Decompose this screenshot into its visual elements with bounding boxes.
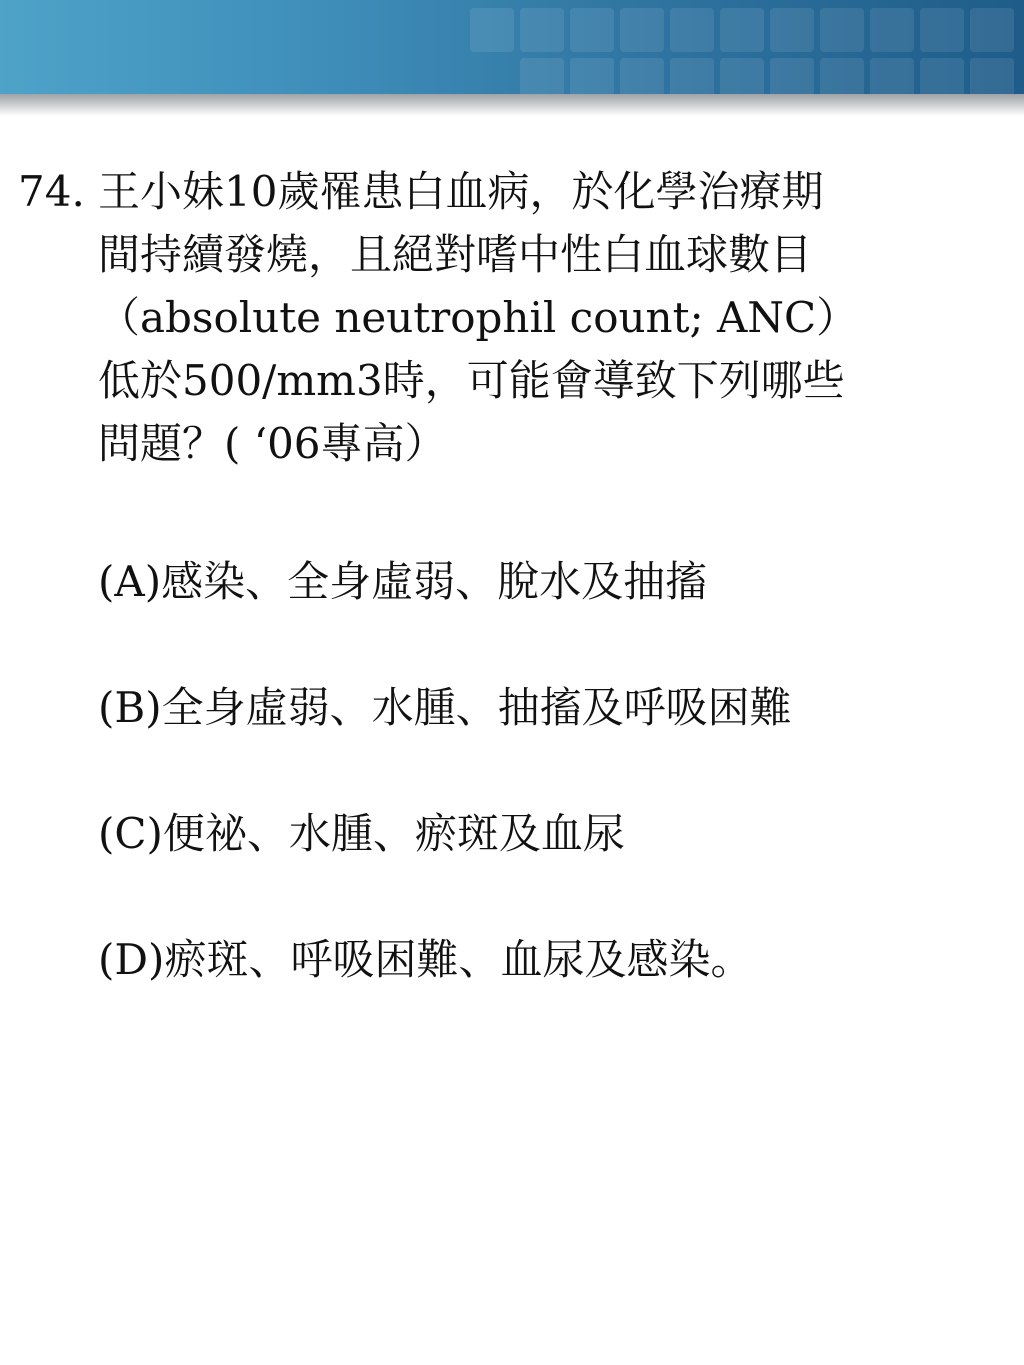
- question-line: 問題？( ‘06專高）: [98, 419, 447, 468]
- header-tile-decoration: [820, 8, 864, 52]
- header-tile-decoration: [970, 8, 1014, 52]
- header-tile-decoration: [470, 8, 514, 52]
- header-tile-decoration: [570, 8, 614, 52]
- header-tile-decoration: [720, 8, 764, 52]
- question-line: 王小妹10歲罹患白血病，於化學治療期: [98, 167, 824, 216]
- header-tile-decoration: [620, 58, 664, 94]
- option-a: (A)感染、全身虛弱、脫水及抽搐: [98, 557, 708, 606]
- header-tile-decoration: [570, 58, 614, 94]
- header-tile-decoration: [620, 8, 664, 52]
- header-tile-decoration: [870, 58, 914, 94]
- header-tile-decoration: [670, 8, 714, 52]
- header-shadow: [0, 94, 1024, 116]
- question-line: 間持續發燒，且絕對嗜中性白血球數目: [98, 230, 813, 279]
- header-tile-decoration: [920, 8, 964, 52]
- header-tile-decoration: [970, 58, 1014, 94]
- header-tile-decoration: [520, 58, 564, 94]
- slide-content: [0, 160, 1024, 984]
- header-tile-decoration: [820, 58, 864, 94]
- header-tile-decoration: [720, 58, 764, 94]
- header-tile-decoration: [770, 58, 814, 94]
- header-band: [0, 0, 1024, 94]
- option-c: (C)便祕、水腫、瘀斑及血尿: [98, 809, 625, 858]
- header-tile-decoration: [920, 58, 964, 94]
- option-d: (D)瘀斑、呼吸困難、血尿及感染。: [98, 935, 753, 984]
- question-line: （absolute neutrophil count; ANC）: [98, 293, 859, 342]
- header-tile-decoration: [770, 8, 814, 52]
- question-line: 低於500/mm3時，可能會導致下列哪些: [98, 356, 845, 405]
- header-tile-decoration: [670, 58, 714, 94]
- question-block: [0, 160, 1024, 475]
- header-tile-decoration: [870, 8, 914, 52]
- header-tile-decoration: [520, 8, 564, 52]
- question-number: 74.: [18, 167, 85, 216]
- option-b: (B)全身虛弱、水腫、抽搐及呼吸困難: [98, 683, 792, 732]
- answer-options: [98, 550, 792, 1054]
